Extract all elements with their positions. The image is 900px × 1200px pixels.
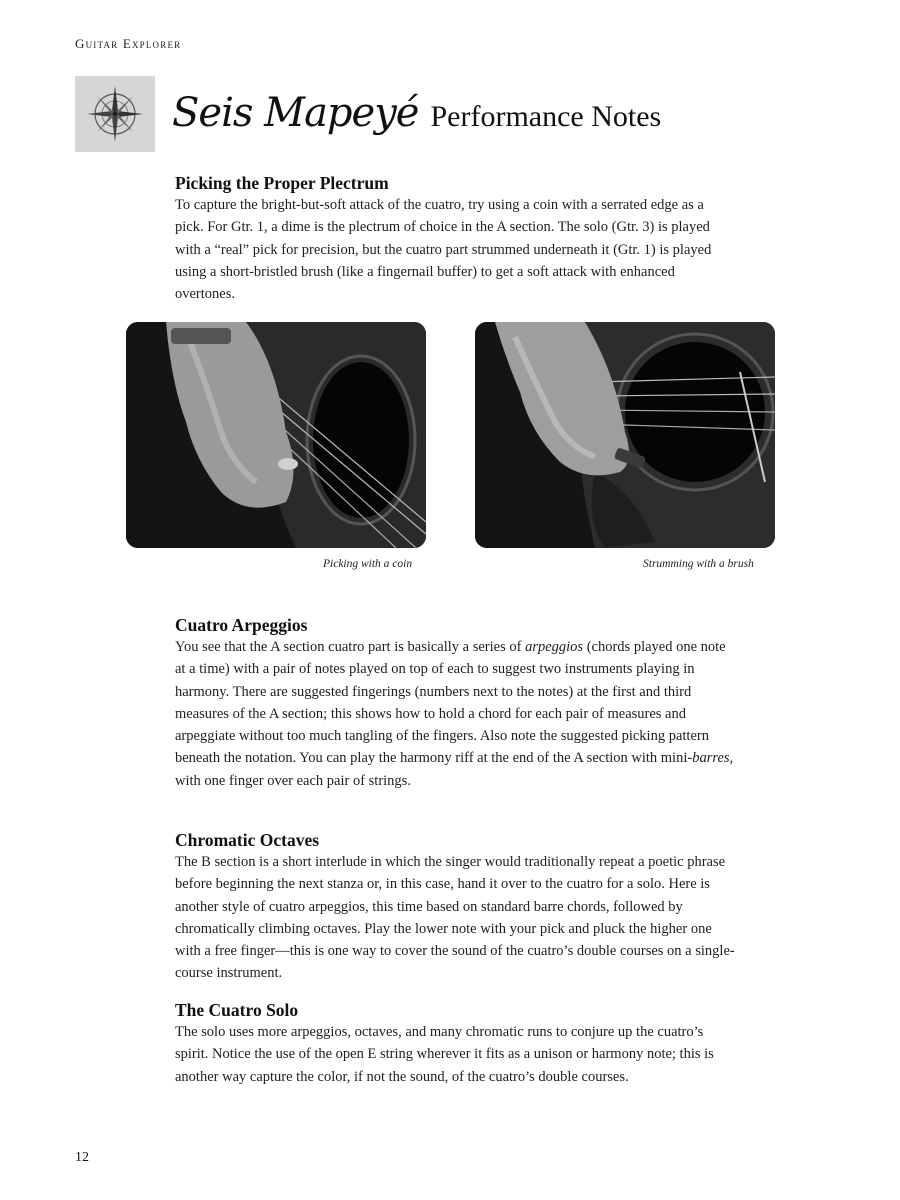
section-heading: Chromatic Octaves: [175, 830, 320, 850]
section-octaves: [175, 829, 735, 985]
section-heading: Cuatro Arpeggios: [175, 615, 308, 635]
section-plectrum: [175, 172, 735, 305]
page-title: [172, 90, 661, 146]
section-body: You see that the A section cuatro part is basically a series of arpeggios (chords played one note at a time) with a pair of notes played on top of each to suggest two instruments playing in harmony. There are suggested fingerings (numbers next to the notes) at the first and third measures of the A section; this shows how to hold a chord for each pair of measures and arpeggiate without too much tangling of the fingers. Also note the suggested picking pattern beneath the notation. You can play the harmony riff at the end of the A section with mini-barres, with one finger over each pair of strings.: [175, 639, 734, 789]
section-body: The solo uses more arpeggios, octaves, and many chromatic runs to conjure up the cuatro’s spirit. Notice the use of the open E string wherever it fits as a unison or harmony note; this is another way capture the color, if not the sound, of the cuatro’s double courses.: [175, 1024, 714, 1085]
section-body: To capture the bright-but-soft attack of the cuatro, try using a coin with a serrated edge as a pick. For Gtr. 1, a dime is the plectrum of choice in the A section. The solo (Gtr. 3) is played with a “real” pick for precision, but the cuatro part strummed underneath it (Gtr. 1) is played using a short-bristled brush (like a fingernail buffer) to get a soft attack with enhanced overtones.: [175, 197, 712, 303]
photo-caption: Strumming with a brush: [643, 558, 754, 570]
running-head: Guitar Explorer: [75, 36, 182, 51]
title-script: Seis Mapeyé: [172, 90, 419, 136]
section-heading: The Cuatro Solo: [175, 1000, 299, 1020]
compass-rose-icon: [75, 76, 155, 152]
section-body: The B section is a short interlude in which the singer would traditionally repeat a poetic phrase before beginning the next stanza or, in this case, hand it over to the cuatro for a solo. Here is another style of cuatro arpeggios, this time based on standard barre chords, followed by chromatically climbing octaves. Play the lower note with your pick and pluck the higher one with a free finger—this is one way to cover the sound of the cuatro’s double courses on a single-course instrument.: [175, 854, 735, 982]
section-heading: Picking the Proper Plectrum: [175, 173, 389, 193]
title-plain: Performance Notes: [430, 100, 662, 133]
photo-strumming-with-brush: [475, 322, 775, 548]
photo-picking-with-coin: [126, 322, 426, 548]
page-number: 12: [75, 1150, 89, 1165]
section-arpeggios: [175, 614, 735, 792]
photo-caption: Picking with a coin: [323, 558, 413, 570]
section-solo: [175, 999, 735, 1088]
